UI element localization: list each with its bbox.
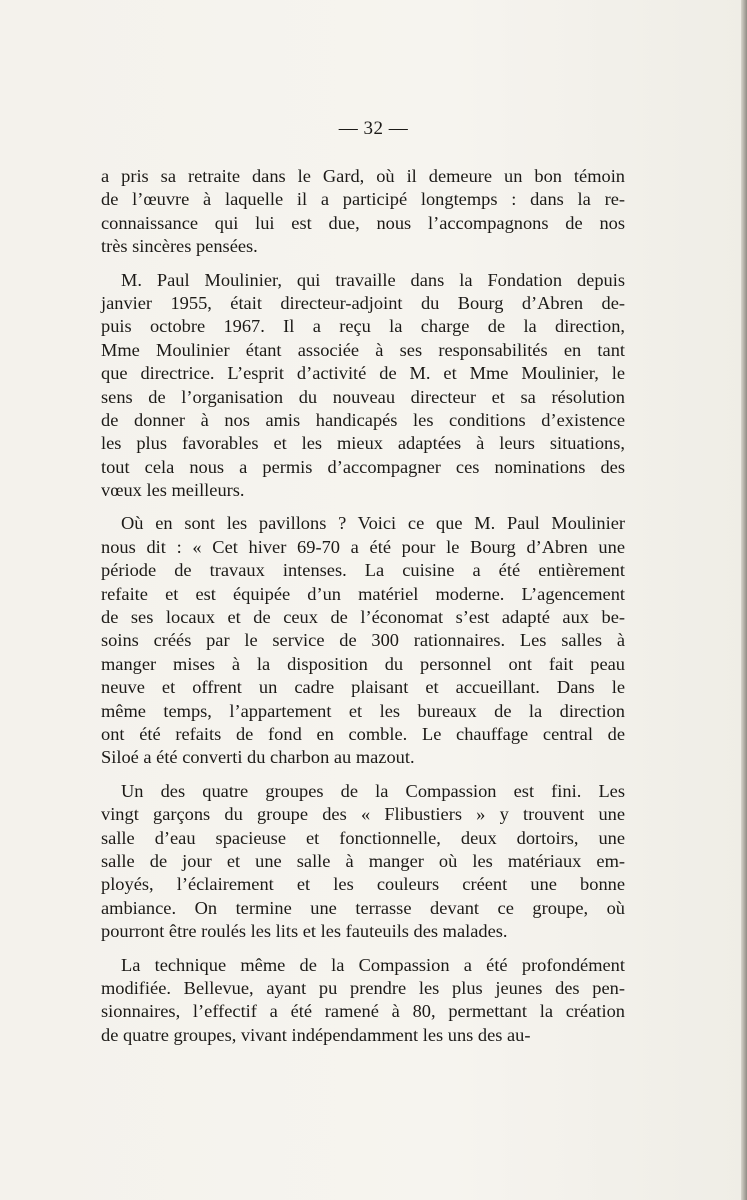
text-line: ont été refaits de fond en comble. Le chauffage central de [101,723,625,744]
text-line: vœux les meilleurs. [101,480,245,501]
text-line: salle de jour et une salle à manger où les matériaux em- [101,850,625,871]
text-line: M. Paul Moulinier, qui travaille dans la Fondation depuis [121,269,625,290]
page-edge-shadow [741,0,747,1200]
text-line: connaissance qui lui est due, nous l’accompagnons de nos [101,212,625,233]
text-line: période de travaux intenses. La cuisine a été entièrement [101,560,625,581]
text-line: pourront être roulés les lits et les fauteuils des malades. [101,921,508,942]
text-line: puis octobre 1967. Il a reçu la charge de la direction, [101,316,625,337]
text-line: de quatre groupes, vivant indépendamment les uns des au- [101,1024,531,1045]
text-line: ployés, l’éclairement et les couleurs créent une bonne [101,874,625,895]
text-line: très sincères pensées. [101,236,258,257]
text-line: vingt garçons du groupe des « Flibustiers » y trouvent une [101,804,625,825]
text-line: janvier 1955, était directeur-adjoint du Bourg d’Abren de- [101,292,625,313]
text-line: Siloé a été converti du charbon au mazout. [101,747,415,768]
text-line: de ses locaux et de ceux de l’économat s’est adapté aux be- [101,607,625,628]
text-line: refaite et est équipée d’un matériel moderne. L’agencement [101,583,625,604]
paragraph [101,165,625,259]
text-line: Où en sont les pavillons ? Voici ce que M. Paul Moulinier [121,513,625,534]
text-line: tout cela nous a permis d’accompagner ces nominations des [101,456,625,477]
text-line: neuve et offrent un cadre plaisant et accueillant. Dans le [101,677,625,698]
text-line: de donner à nos amis handicapés les conditions d’existence [101,409,625,430]
text-line: de l’œuvre à laquelle il a participé longtemps : dans la re- [101,189,625,210]
text-line: sens de l’organisation du nouveau directeur et sa résolution [101,386,625,407]
paragraph [101,269,625,503]
text-line: a pris sa retraite dans le Gard, où il demeure un bon témoin [101,166,625,186]
text-line: Un des quatre groupes de la Compassion est fini. Les [121,780,625,801]
text-line: ambiance. On termine une terrasse devant ce groupe, où [101,897,625,918]
text-line: salle d’eau spacieuse et fonctionnelle, deux dortoirs, une [101,827,625,848]
text-line: La technique même de la Compassion a été profondément [121,954,625,975]
text-line: que directrice. L’esprit d’activité de M. et Mme Moulinier, le [101,363,625,384]
text-line: Mme Moulinier étant associée à ses responsabilités en tant [101,339,625,360]
text-line: sionnaires, l’effectif a été ramené à 80, permettant la création [101,1001,625,1022]
text-line: manger mises à la disposition du personnel ont fait peau [101,653,625,674]
paragraph [101,780,625,944]
text-line: modifiée. Bellevue, ayant pu prendre les plus jeunes des pen- [101,977,625,998]
text-line: les plus favorables et les mieux adaptées à leurs situations, [101,433,625,454]
paragraph [101,954,625,1048]
paragraph [101,512,625,769]
text-line: même temps, l’appartement et les bureaux de la direction [101,700,625,721]
text-line: soins créés par le service de 300 rationnaires. Les salles à [101,630,625,651]
page-number: — 32 — [338,118,409,139]
body-text [101,165,625,1057]
text-line: nous dit : « Cet hiver 69-70 a été pour le Bourg d’Abren une [101,536,625,557]
